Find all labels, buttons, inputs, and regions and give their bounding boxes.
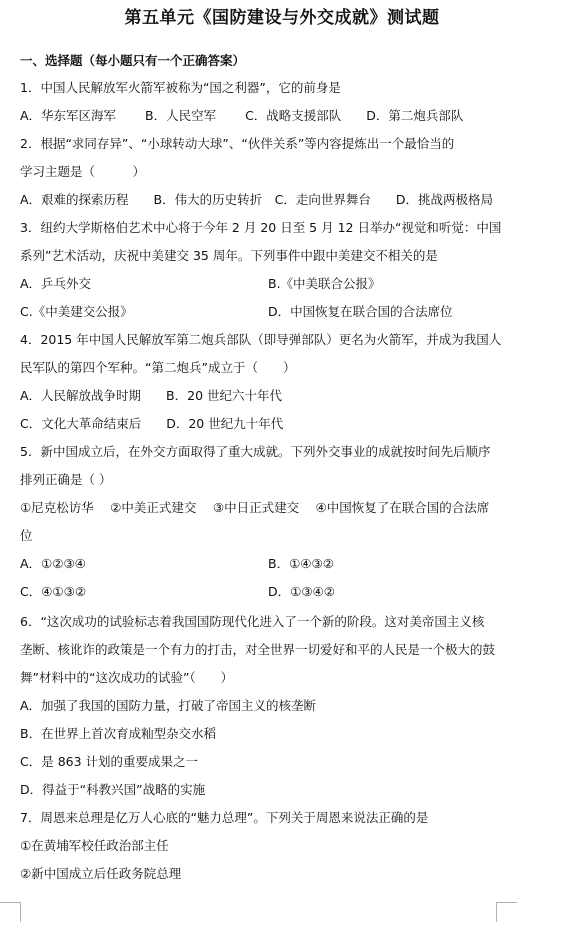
q5-option-c: C．④①③② <box>20 584 87 599</box>
q2-stem-line2: 学习主题是（ ） <box>20 164 146 179</box>
q5-stem-line1: 5．新中国成立后，在外交方面取得了重大成就。下列外交事业的成就按时间先后顺序 <box>20 444 491 459</box>
document-title: 第五单元《国防建设与外交成就》测试题 <box>124 8 440 28</box>
q3-option-c: C.《中美建交公报》 <box>20 304 133 319</box>
q3-stem-line1: 3．纽约大学斯格伯艺术中心将于今年 2 月 20 日至 5 月 12 日举办“视觉和听觉：中国 <box>20 220 502 235</box>
q5-option-b: B．①④③② <box>268 556 334 571</box>
q6-option-d: D．得益于“科教兴国”战略的实施 <box>20 782 206 797</box>
q4-options-cd: C．文化大革命结束后 D．20 世纪九十年代 <box>20 416 284 431</box>
q4-stem-line1: 4．2015 年中国人民解放军第二炮兵部队（即导弹部队）更名为火箭军，并成为我国人 <box>20 332 502 347</box>
q5-items-line2: 位 <box>20 528 33 543</box>
q7-item-1: ①在黄埔军校任政治部主任 <box>20 838 169 853</box>
q5-option-d: D．①③④② <box>268 584 335 599</box>
q4-stem-line2: 民军队的第四个军种。“第二炮兵”成立于（ ） <box>20 360 296 375</box>
q7-stem: 7．周恩来总理是亿万人心底的“魅力总理”。下列关于周恩来说法正确的是 <box>20 810 429 825</box>
q3-option-a: A．乒乓外交 <box>20 276 92 291</box>
q4-options-ab: A．人民解放战争时期 B．20 世纪六十年代 <box>20 388 283 403</box>
q1-stem: 1．中国人民解放军火箭军被称为“国之利器”，它的前身是 <box>20 80 341 95</box>
page-corner-mark-left <box>0 902 21 922</box>
page-corner-mark-right <box>496 902 517 922</box>
q2-options: A．艰难的探索历程 B．伟大的历史转折 C．走向世界舞台 D．挑战两极格局 <box>20 192 493 207</box>
q1-options: A．华东军区海军 B．人民空军 C．战略支援部队 D．第二炮兵部队 <box>20 108 464 123</box>
q6-option-b: B．在世界上首次育成籼型杂交水稻 <box>20 726 217 741</box>
q5-option-a: A．①②③④ <box>20 556 86 571</box>
q3-stem-line2: 系列”艺术活动，庆祝中美建交 35 周年。下列事件中跟中美建交不相关的是 <box>20 248 438 263</box>
q2-stem-line1: 2．根据“求同存异”、“小球转动大球”、“伙伴关系”等内容提炼出一个最恰当的 <box>20 136 455 151</box>
q5-stem-line2: 排列正确是（ ） <box>20 472 112 487</box>
q5-items-line1: ①尼克松访华 ②中美正式建交 ③中日正式建交 ④中国恢复了在联合国的合法席 <box>20 500 490 515</box>
q6-stem-line2: 垄断、核讹诈的政策是一个有力的打击，对全世界一切爱好和平的人民是一个极大的鼓 <box>20 642 496 657</box>
section-heading: 一、选择题（每小题只有一个正确答案） <box>20 53 246 68</box>
q6-stem-line3: 舞”材料中的“这次成功的试验”（ ） <box>20 670 234 685</box>
q6-stem-line1: 6．“这次成功的试验标志着我国国防现代化进入了一个新的阶段。这对美帝国主义核 <box>20 614 485 629</box>
q6-option-c: C．是 863 计划的重要成果之一 <box>20 754 199 769</box>
q7-item-2: ②新中国成立后任政务院总理 <box>20 866 182 881</box>
q3-option-d: D．中国恢复在联合国的合法席位 <box>268 304 453 319</box>
q6-option-a: A．加强了我国的国防力量，打破了帝国主义的核垄断 <box>20 698 317 713</box>
q3-option-b: B.《中美联合公报》 <box>268 276 381 291</box>
